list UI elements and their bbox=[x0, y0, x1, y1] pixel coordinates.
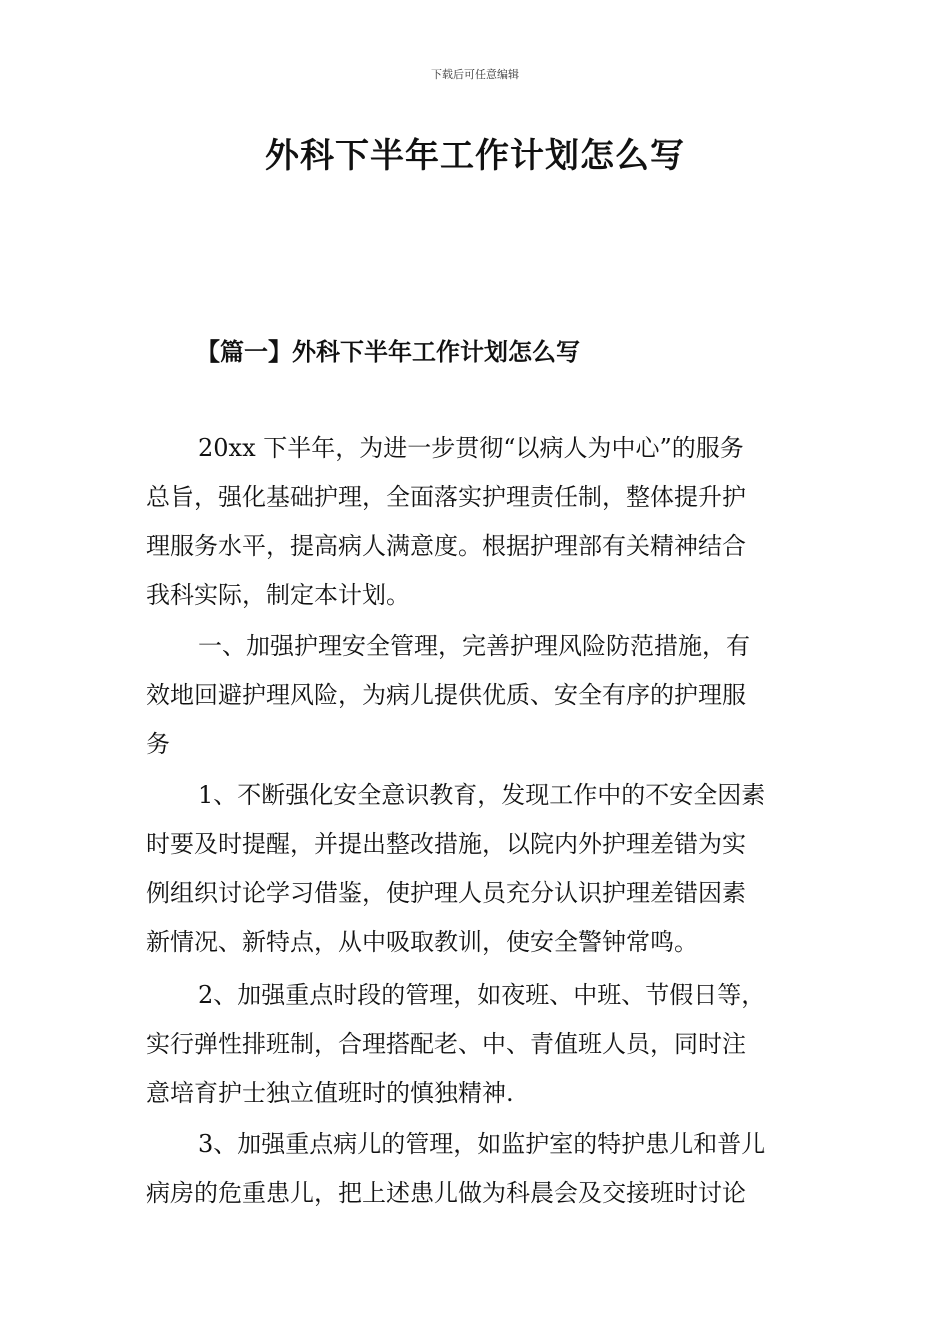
paragraph-line: 意培育护士独立值班时的慎独精神. bbox=[146, 1079, 514, 1107]
paragraph-line: 3、加强重点病儿的管理，如监护室的特护患儿和普儿 bbox=[198, 1130, 766, 1158]
paragraph-line: 我科实际，制定本计划。 bbox=[146, 581, 410, 609]
paragraph-line: 例组织讨论学习借鉴，使护理人员充分认识护理差错因素 bbox=[146, 879, 746, 907]
paragraph-item-1 bbox=[146, 771, 806, 967]
paragraph-line: 时要及时提醒，并提出整改措施，以院内外护理差错为实 bbox=[146, 830, 746, 858]
document-title: 外科下半年工作计划怎么写 bbox=[265, 136, 685, 176]
paragraph-intro bbox=[146, 424, 806, 620]
section-heading: 【篇一】外科下半年工作计划怎么写 bbox=[196, 337, 580, 366]
paragraph-line: 1、不断强化安全意识教育，发现工作中的不安全因素 bbox=[198, 781, 766, 809]
paragraph-line: 一、加强护理安全管理，完善护理风险防范措施，有 bbox=[198, 632, 750, 660]
paragraph-item-3 bbox=[146, 1120, 806, 1218]
paragraph-line: 总旨，强化基础护理，全面落实护理责任制，整体提升护 bbox=[146, 483, 746, 511]
paragraph-line: 务 bbox=[146, 730, 170, 758]
paragraph-line: 效地回避护理风险，为病儿提供优质、安全有序的护理服 bbox=[146, 681, 746, 709]
paragraph-line: 理服务水平，提高病人满意度。根据护理部有关精神结合 bbox=[146, 532, 746, 560]
paragraph-line: 20xx 下半年，为进一步贯彻“以病人为中心”的服务 bbox=[198, 434, 744, 462]
paragraph-line: 新情况、新特点，从中吸取教训，使安全警钟常鸣。 bbox=[146, 928, 698, 956]
paragraph-item-2 bbox=[146, 971, 806, 1118]
paragraph-line: 实行弹性排班制，合理搭配老、中、青值班人员，同时注 bbox=[146, 1030, 746, 1058]
paragraph-line: 病房的危重患儿，把上述患儿做为科晨会及交接班时讨论 bbox=[146, 1179, 746, 1207]
paragraph-section-one bbox=[146, 622, 806, 769]
header-note: 下载后可任意编辑 bbox=[431, 68, 519, 81]
paragraph-line: 2、加强重点时段的管理，如夜班、中班、节假日等， bbox=[198, 981, 766, 1009]
